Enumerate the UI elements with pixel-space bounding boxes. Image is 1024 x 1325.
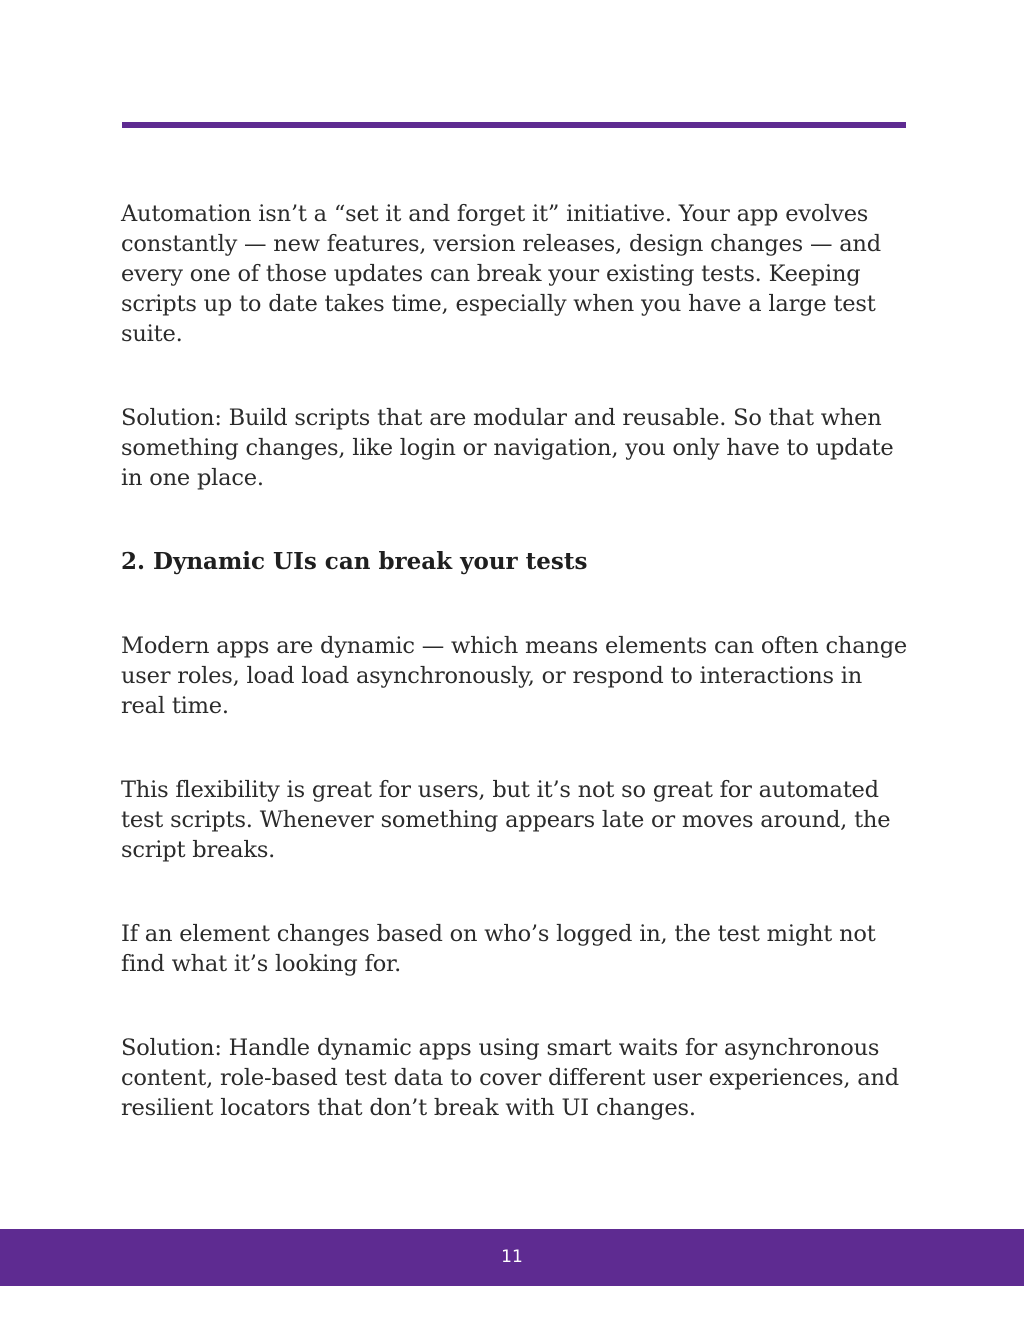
paragraph-logged-in: If an element changes based on who’s logged in, the test might not find what it’s looking for. xyxy=(121,921,876,977)
page-number: 11 xyxy=(501,1247,523,1267)
paragraph-maintenance-solution: Solution: Build scripts that are modular and reusable. So that when something changes, like login or navigation, you only have to update in one place. xyxy=(121,405,894,491)
footer-bar xyxy=(0,1229,1024,1286)
top-divider xyxy=(122,122,906,128)
paragraph-flexibility: This flexibility is great for users, but it’s not so great for automated test scripts. Whenever something appears late or moves around, the script breaks. xyxy=(121,777,891,863)
section-heading: 2. Dynamic UIs can break your tests xyxy=(121,548,588,575)
paragraph-dynamic-apps: Modern apps are dynamic — which means elements can often change user roles, load load asynchronously, or respond to interactions in real time. xyxy=(121,633,908,719)
paragraph-maintenance: Automation isn’t a “set it and forget it” initiative. Your app evolves constantly — new features, version releases, design changes — and every one of those updates can break your existing tests. Keeping scripts up to date takes time, especially when you have a large test suite. xyxy=(121,201,881,347)
page-content xyxy=(121,199,911,1123)
paragraph-dynamic-solution: Solution: Handle dynamic apps using smart waits for asynchronous content, role-based test data to cover different user experiences, and resilient locators that don’t break with UI changes. xyxy=(121,1035,899,1121)
